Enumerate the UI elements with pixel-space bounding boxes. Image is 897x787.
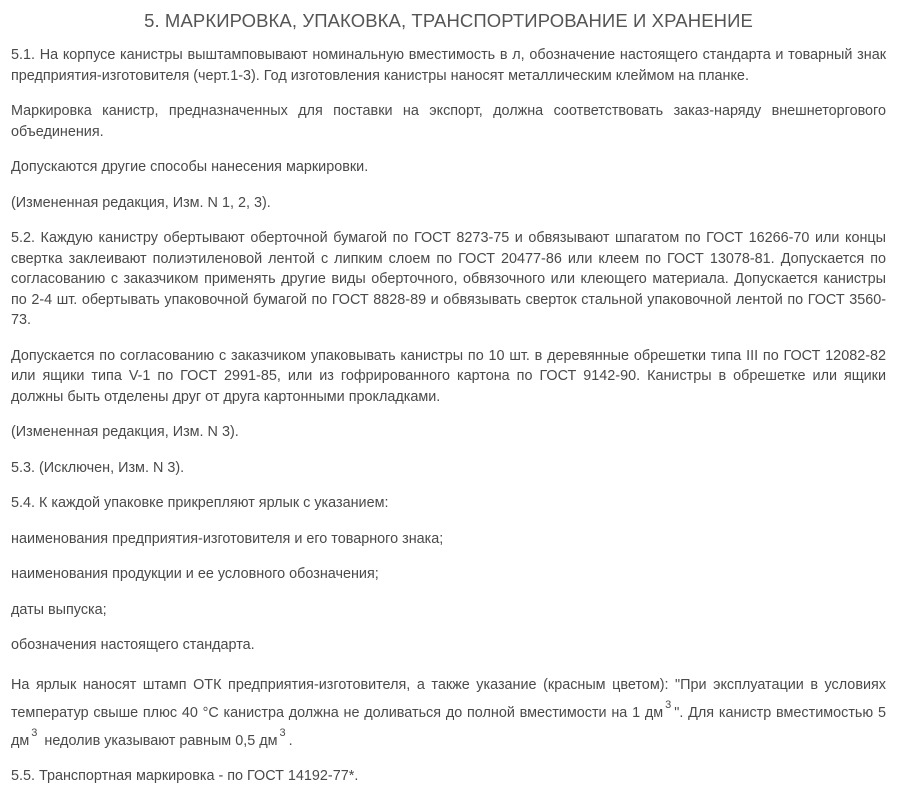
cubic-superscript-1: 3 bbox=[665, 698, 672, 711]
label-stamp-text-2: ". Для канистр вместимостью 5 дм bbox=[11, 704, 887, 749]
paragraph-5-2: 5.2. Каждую канистру обертывают оберточной бумагой по ГОСТ 8273-75 и обвязывают шпагатом по ГОСТ 16266-70 или концы свертка заклеивают полиэтиленовой лентой с липким слоем по ГОСТ 20477-86 или клеем по ГОСТ 13078-81. Допускается по согласованию с заказчиком применять другие виды оберточного, обвязочного или клеющего материала. Допускается канистры по 2-4 шт. обертывать упаковочной бумагой по ГОСТ 8828-89 и обвязывать сверток стальной упаковочной лентой по ГОСТ 3560-73. bbox=[11, 230, 886, 328]
paragraph-label-stamp bbox=[11, 671, 886, 755]
paragraph-packing-crates: Допускается по согласованию с заказчиком упаковывать канистры по 10 шт. в деревянные обрешетки типа III по ГОСТ 12082-82 или ящики типа V-1 по ГОСТ 2991-85, или из гофрированного картона по ГОСТ 9142-90. Канистры в обрешетке или ящики должны быть отделены друг от друга картонными прокладками. bbox=[11, 347, 886, 405]
list-item-standard: обозначения настоящего стандарта. bbox=[11, 637, 255, 653]
paragraph-revision-note-1: (Измененная редакция, Изм. N 1, 2, 3). bbox=[11, 194, 271, 211]
paragraph-export-marking: Маркировка канистр, предназначенных для поставки на экспорт, должна соответствовать заказ-наряду внешнеторгового объединения. bbox=[11, 103, 886, 140]
section-title: 5. МАРКИРОВКА, УПАКОВКА, ТРАНСПОРТИРОВАНИЕ И ХРАНЕНИЕ bbox=[144, 10, 753, 31]
paragraph-5-1: 5.1. На корпусе канистры выштамповывают номинальную вместимость в л, обозначение настоящего стандарта и товарный знак предприятия-изготовителя (черт.1-3). Год изготовления канистры наносят металлическим клеймом на планке. bbox=[11, 47, 886, 84]
label-stamp-text-3: недолив указывают равным 0,5 дм bbox=[40, 732, 278, 749]
cubic-superscript-3: 3 bbox=[279, 726, 286, 739]
list-item-manufacturer: наименования предприятия-изготовителя и его товарного знака; bbox=[11, 530, 444, 547]
label-stamp-text-4: . bbox=[288, 732, 293, 749]
cubic-superscript-2: 3 bbox=[31, 726, 38, 739]
list-item-product: наименования продукции и ее условного обозначения; bbox=[11, 566, 379, 582]
paragraph-5-5: 5.5. Транспортная маркировка - по ГОСТ 14192-77*. bbox=[11, 767, 359, 784]
label-stamp-text-1: На ярлык наносят штамп ОТК предприятия-изготовителя, а также указание (красным цветом): "При эксплуатации в условиях температур свыше плюс 40 °С канистра должна не доливаться до полной вместимости на 1 дм bbox=[11, 676, 886, 721]
list-item-date: даты выпуска; bbox=[11, 601, 107, 618]
paragraph-5-3: 5.3. (Исключен, Изм. N 3). bbox=[11, 459, 185, 476]
paragraph-other-methods: Допускаются другие способы нанесения маркировки. bbox=[11, 159, 369, 175]
paragraph-5-4: 5.4. К каждой упаковке прикрепляют ярлык с указанием: bbox=[11, 495, 389, 511]
paragraph-revision-note-2: (Измененная редакция, Изм. N 3). bbox=[11, 424, 239, 440]
